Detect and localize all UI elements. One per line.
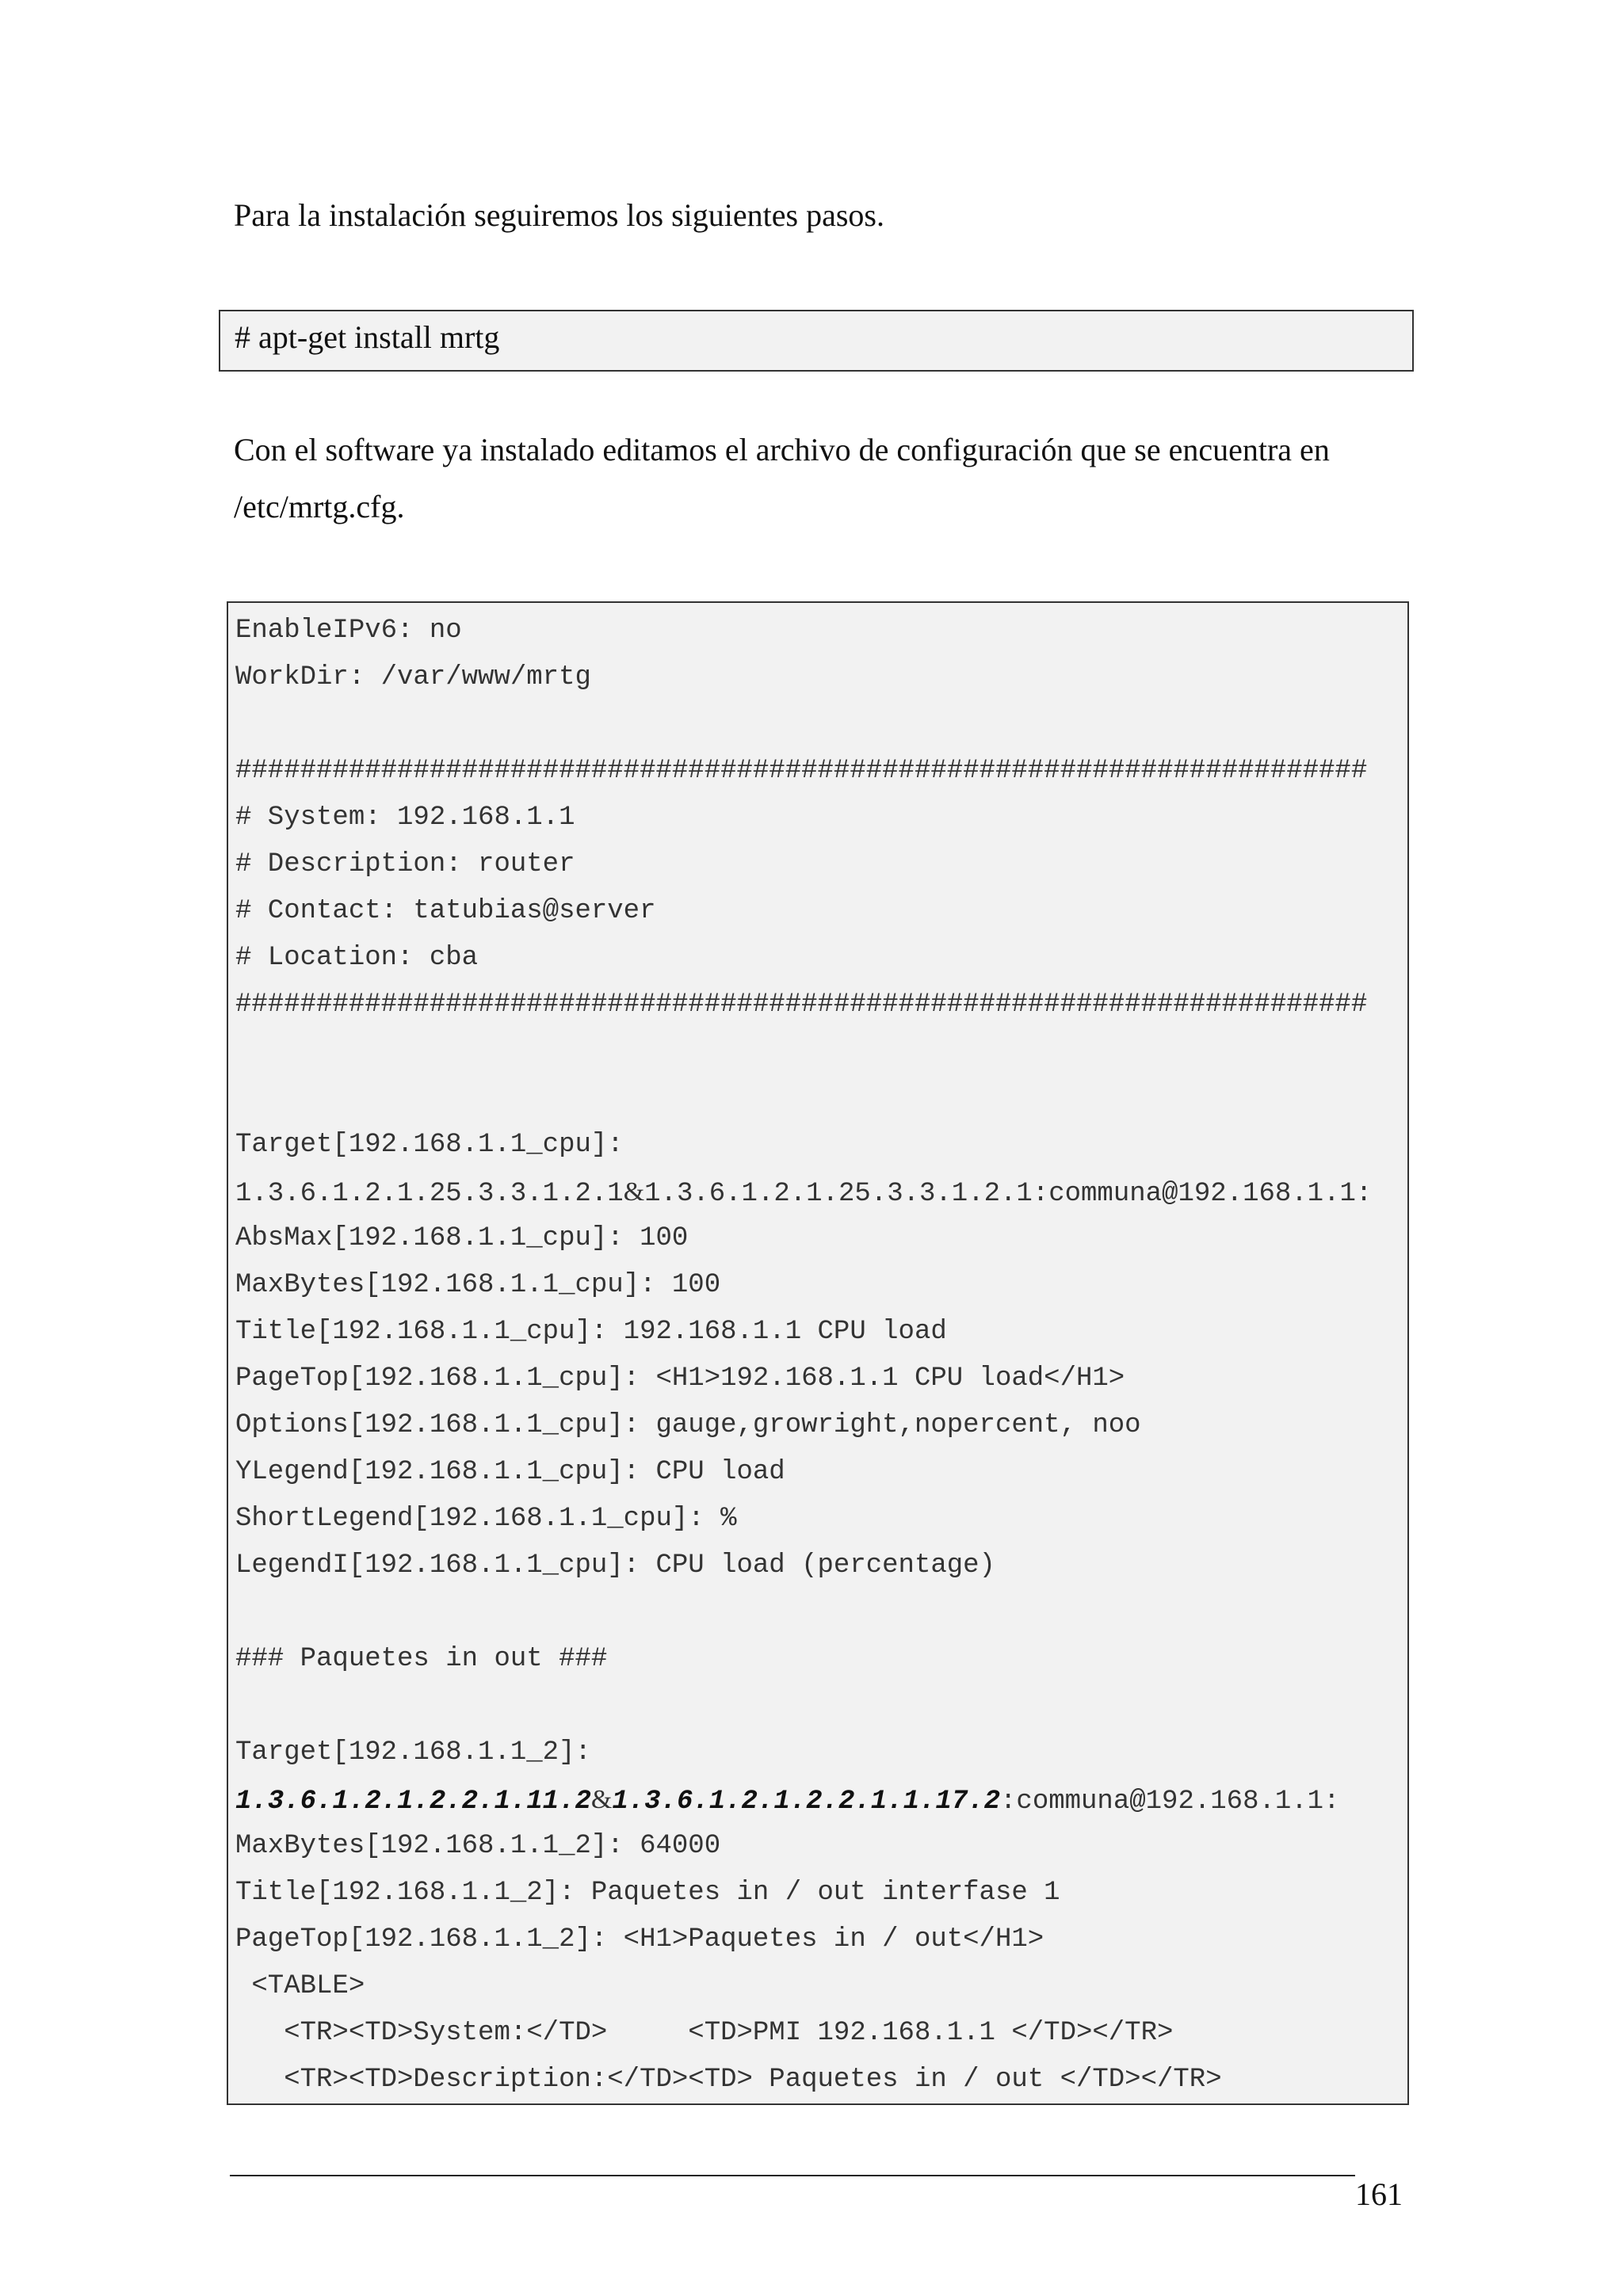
code-line xyxy=(235,1683,1407,1730)
code-fragment: 1.3.6.1.2.1.2.2.1.11.2 xyxy=(235,1787,591,1817)
code-line: LegendI[192.168.1.1_cpu]: CPU load (percentage) xyxy=(235,1550,995,1581)
code-line xyxy=(235,1589,1407,1636)
code-line: Options[192.168.1.1_cpu]: gauge,growright,nopercent, noo xyxy=(235,1410,1141,1440)
code-line xyxy=(235,1169,1407,1215)
code-line: ShortLegend[192.168.1.1_cpu]: % xyxy=(235,1504,737,1534)
code-line: Target[192.168.1.1_2]: xyxy=(235,1737,591,1768)
code-line: # Description: router xyxy=(235,849,575,879)
code-line: AbsMax[192.168.1.1_cpu]: 100 xyxy=(235,1223,689,1253)
code-fragment: & xyxy=(590,1785,613,1814)
intro-paragraph: Para la instalación seguiremos los siguientes pasos. xyxy=(234,197,884,233)
code-line: ###################################################################### xyxy=(235,990,1368,1020)
code-line xyxy=(235,701,1407,748)
code-line: MaxBytes[192.168.1.1_2]: 64000 xyxy=(235,1831,721,1861)
code-fragment: & xyxy=(623,1177,645,1207)
code-line xyxy=(235,1028,1407,1075)
code-line: YLegend[192.168.1.1_cpu]: CPU load xyxy=(235,1457,785,1487)
config-paragraph xyxy=(234,421,1407,536)
config-paragraph-line1: Con el software ya instalado editamos el archivo de configuración que se encuentra en xyxy=(234,432,1330,467)
code-fragment: 1.3.6.1.2.1.25.3.3.1.2.1 xyxy=(235,1179,624,1209)
code-fragment: 1.3.6.1.2.1.2.2.1.1.17.2 xyxy=(612,1787,1001,1817)
code-fragment: :communa@192.168.1.1: xyxy=(1000,1787,1340,1817)
footer-divider xyxy=(230,2175,1355,2176)
code-line: MaxBytes[192.168.1.1_cpu]: 100 xyxy=(235,1270,721,1300)
code-line: <TR><TD>System:</TD> <TD>PMI 192.168.1.1 </TD></TR> xyxy=(235,2018,1174,2048)
command-box xyxy=(219,310,1414,372)
code-line: # System: 192.168.1.1 xyxy=(235,803,575,833)
code-fragment: 1.3.6.1.2.1.25.3.3.1.2.1:communa@192.168.1.1: xyxy=(644,1179,1373,1209)
code-line: ###################################################################### xyxy=(235,756,1368,786)
code-line: ### Paquetes in out ### xyxy=(235,1644,608,1674)
page-number: 161 xyxy=(1355,2176,1403,2212)
code-line: # Contact: tatubias@server xyxy=(235,896,656,926)
code-line: <TABLE> xyxy=(235,1971,365,2001)
code-line xyxy=(235,1776,1407,1823)
code-line: Title[192.168.1.1_2]: Paquetes in / out interfase 1 xyxy=(235,1878,1060,1908)
code-line: Target[192.168.1.1_cpu]: xyxy=(235,1130,624,1160)
code-line: <TR><TD>Description:</TD><TD> Paquetes in / out </TD></TR> xyxy=(235,2065,1222,2095)
code-line: Title[192.168.1.1_cpu]: 192.168.1.1 CPU load xyxy=(235,1317,947,1347)
code-line: EnableIPv6: no xyxy=(235,616,462,646)
code-line: # Location: cba xyxy=(235,943,479,973)
code-line xyxy=(235,1075,1407,1122)
config-paragraph-line2: /etc/mrtg.cfg. xyxy=(234,489,405,524)
code-line: PageTop[192.168.1.1_cpu]: <H1>192.168.1.1 CPU load</H1> xyxy=(235,1363,1125,1394)
code-line: PageTop[192.168.1.1_2]: <H1>Paquetes in / out</H1> xyxy=(235,1924,1044,1955)
code-line: WorkDir: /var/www/mrtg xyxy=(235,662,591,692)
code-block xyxy=(227,601,1409,2105)
command-text: # apt-get install mrtg xyxy=(235,319,500,355)
